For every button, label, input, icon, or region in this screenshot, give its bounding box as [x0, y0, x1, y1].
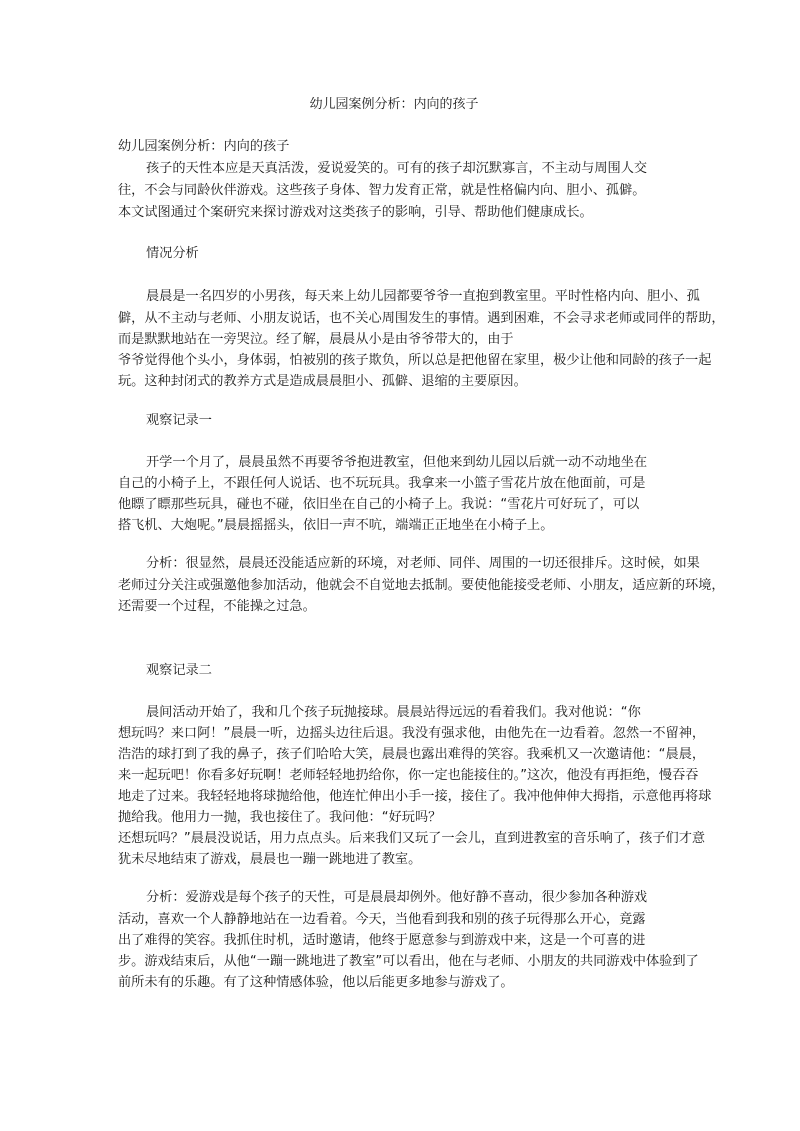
intro-line-3: 本文试图通过个案研究来探讨游戏对这类孩子的影响，引导、帮助他们健康成长。 [118, 205, 593, 220]
analysis2-line-1: 分析：爱游戏是每个孩子的天性，可是晨晨却例外。他好静不喜动，很少参加各种游戏 [146, 890, 648, 905]
article-heading: 幼儿园案例分析：内向的孩子 [118, 139, 290, 154]
situation-line-3: 而是默默地站在一旁哭泣。经了解，晨晨从小是由爷爷带大的，由于 [118, 332, 514, 347]
situation-line-4: 爷爷觉得他个头小，身体弱，怕被别的孩子欺负，所以总是把他留在家里，极少让他和同龄的孩子一起 [118, 353, 712, 368]
observation1-line-4: 搭飞机、大炮呢。”晨晨摇摇头，依旧一声不吭，端端正正地坐在小椅子上。 [118, 518, 554, 533]
observation2-line-6: 抛给我。他用力一抛，我也接住了。我问他：“好玩吗？ [118, 810, 442, 825]
document-title: 幼儿园案例分析：内向的孩子 [309, 97, 479, 112]
analysis2-line-3: 出了难得的笑容。我抓住时机，适时邀请，他终于愿意参与到游戏中来，这是一个可喜的进 [118, 933, 646, 948]
observation2-line-5: 地走了过来。我轻轻地将球抛给他，他连忙伸出小手一接，接住了。我冲他伸伸大拇指，示意他再将球 [118, 789, 712, 804]
situation-line-2: 僻，从不主动与老师、小朋友说话，也不关心周围发生的事情。遇到困难，不会寻求老师或同伴的帮助， [118, 311, 725, 326]
observation1-line-3: 他瞟了瞟那些玩具，碰也不碰，依旧坐在自己的小椅子上。我说：“雪花片可好玩了，可以 [118, 497, 640, 512]
analysis1-line-2: 老师过分关注或强邀他参加活动，他就会不自觉地去抵制。要使他能接受老师、小朋友，适应新的环境， [118, 578, 725, 593]
observation2-line-1: 晨间活动开始了，我和几个孩子玩抛接球。晨晨站得远远的看着我们。我对他说：“你 [146, 705, 641, 720]
observation1-line-2: 自己的小椅子上，不跟任何人说话、也不玩玩具。我拿来一小篮子雪花片放在他面前，可是 [118, 476, 646, 491]
observation2-line-8: 犹未尽地结束了游戏，晨晨也一蹦一跳地进了教室。 [118, 852, 422, 867]
section-heading-situation: 情况分析 [146, 246, 199, 261]
section-heading-observation-1: 观察记录一 [146, 413, 212, 428]
analysis2-line-4: 步。游戏结束后，从他“一蹦一跳地进了教室”可以看出，他在与老师、小朋友的共同游戏中体验到了 [118, 954, 699, 969]
intro-line-1: 孩子的天性本应是天真活泼，爱说爱笑的。可有的孩子却沉默寡言，不主动与周围人交 [146, 161, 648, 176]
observation1-line-1: 开学一个月了，晨晨虽然不再要爷爷抱进教室，但他来到幼儿园以后就一动不动地坐在 [146, 455, 648, 470]
situation-line-5: 玩。这种封闭式的教养方式是造成晨晨胆小、孤僻、退缩的主要原因。 [118, 374, 527, 389]
observation2-line-7: 还想玩吗？”晨晨没说话，用力点点头。后来我们又玩了一会儿，直到进教室的音乐响了，孩子们才意 [118, 831, 706, 846]
observation2-line-3: 浩浩的球打到了我的鼻子，孩子们哈哈大笑，晨晨也露出难得的笑容。我乘机又一次邀请他：“晨晨， [118, 747, 706, 762]
analysis2-line-5: 前所未有的乐趣。有了这种情感体验，他以后能更多地参与游戏了。 [118, 975, 514, 990]
section-heading-observation-2: 观察记录二 [146, 663, 212, 678]
observation2-line-4: 来一起玩吧！你看多好玩啊！老师轻轻地扔给你，你一定也能接住的。”这次，他没有再拒绝，慢吞吞 [118, 768, 699, 783]
intro-line-2: 往，不会与同龄伙伴游戏。这些孩子身体、智力发育正常，就是性格偏内向、胆小、孤僻。 [118, 183, 646, 198]
analysis1-line-1: 分析：很显然，晨晨还没能适应新的环境，对老师、同伴、周围的一切还很排斥。这时候，如果 [146, 556, 700, 571]
analysis2-line-2: 活动，喜欢一个人静静地站在一边看着。今天，当他看到我和别的孩子玩得那么开心，竟露 [118, 912, 646, 927]
analysis1-line-3: 还需要一个过程，不能操之过急。 [118, 599, 316, 614]
situation-line-1: 晨晨是一名四岁的小男孩，每天来上幼儿园都要爷爷一直抱到教室里。平时性格内向、胆小、孤 [146, 289, 700, 304]
observation2-line-2: 想玩吗？来口阿！”晨晨一听，边摇头边往后退。我没有强求他，由他先在一边看着。忽然一不留神， [118, 726, 706, 741]
